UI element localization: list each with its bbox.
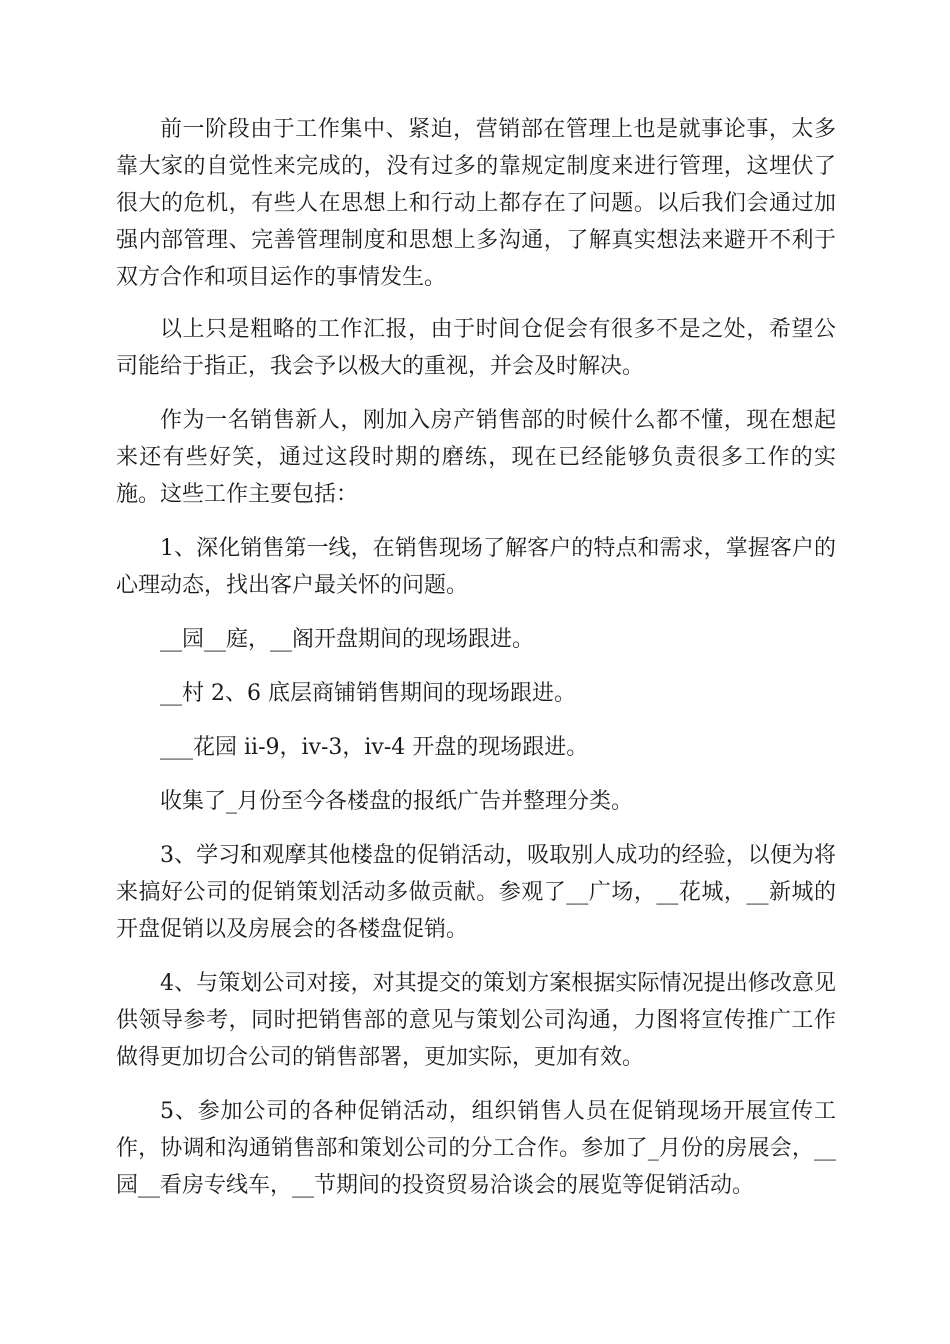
paragraph-item-3: 3、学习和观摩其他楼盘的促销活动，吸取别人成功的经验，以便为将来搞好公司的促销策划活动多做贡献。参观了__广场，__花城，__新城的开盘促销以及房展会的各楼盘促销。 (116, 843, 836, 942)
paragraph-management: 前一阶段由于工作集中、紧迫，营销部在管理上也是就事论事，太多靠大家的自觉性来完成的，没有过多的靠规定制度来进行管理，这埋伏了很大的危机，有些人在思想上和行动上都存在了问题。以后我们会通过加强内部管理、完善管理制度和思想上多沟通，了解真实想法来避开不利于双方合作和项目运作的事情发生。 (116, 117, 836, 290)
paragraph-item-1: 1、深化销售第一线，在销售现场了解客户的特点和需求，掌握客户的心理动态，找出客户最关怀的问题。 (116, 536, 836, 598)
document-page (116, 111, 836, 1221)
paragraph-item-4: 4、与策划公司对接，对其提交的策划方案根据实际情况提出修改意见供领导参考，同时把销售部的意见与策划公司沟通，力图将宣传推广工作做得更加切合公司的销售部署，更加实际，更加有效。 (116, 971, 836, 1070)
paragraph-followup-1: __园__庭，__阁开盘期间的现场跟进。 (160, 627, 535, 652)
paragraph-ads-collection: 收集了_月份至今各楼盘的报纸广告并整理分类。 (160, 789, 634, 814)
paragraph-followup-3: ___花园 ii-9，iv-3，iv-4 开盘的现场跟进。 (160, 735, 589, 760)
paragraph-sales-newcomer: 作为一名销售新人，刚加入房产销售部的时候什么都不懂，现在想起来还有些好笑，通过这段时期的磨练，现在已经能够负责很多工作的实施。这些工作主要包括： (116, 408, 836, 507)
paragraph-item-5: 5、参加公司的各种促销活动，组织销售人员在促销现场开展宣传工作，协调和沟通销售部和策划公司的分工合作。参加了_月份的房展会，__园__看房专线车，__节期间的投资贸易洽谈会的展览等促销活动。 (116, 1099, 836, 1198)
paragraph-followup-2: __村 2、6 底层商铺销售期间的现场跟进。 (160, 681, 576, 706)
paragraph-report-summary: 以上只是粗略的工作汇报，由于时间仓促会有很多不是之处，希望公司能给于指正，我会予以极大的重视，并会及时解决。 (116, 317, 836, 379)
